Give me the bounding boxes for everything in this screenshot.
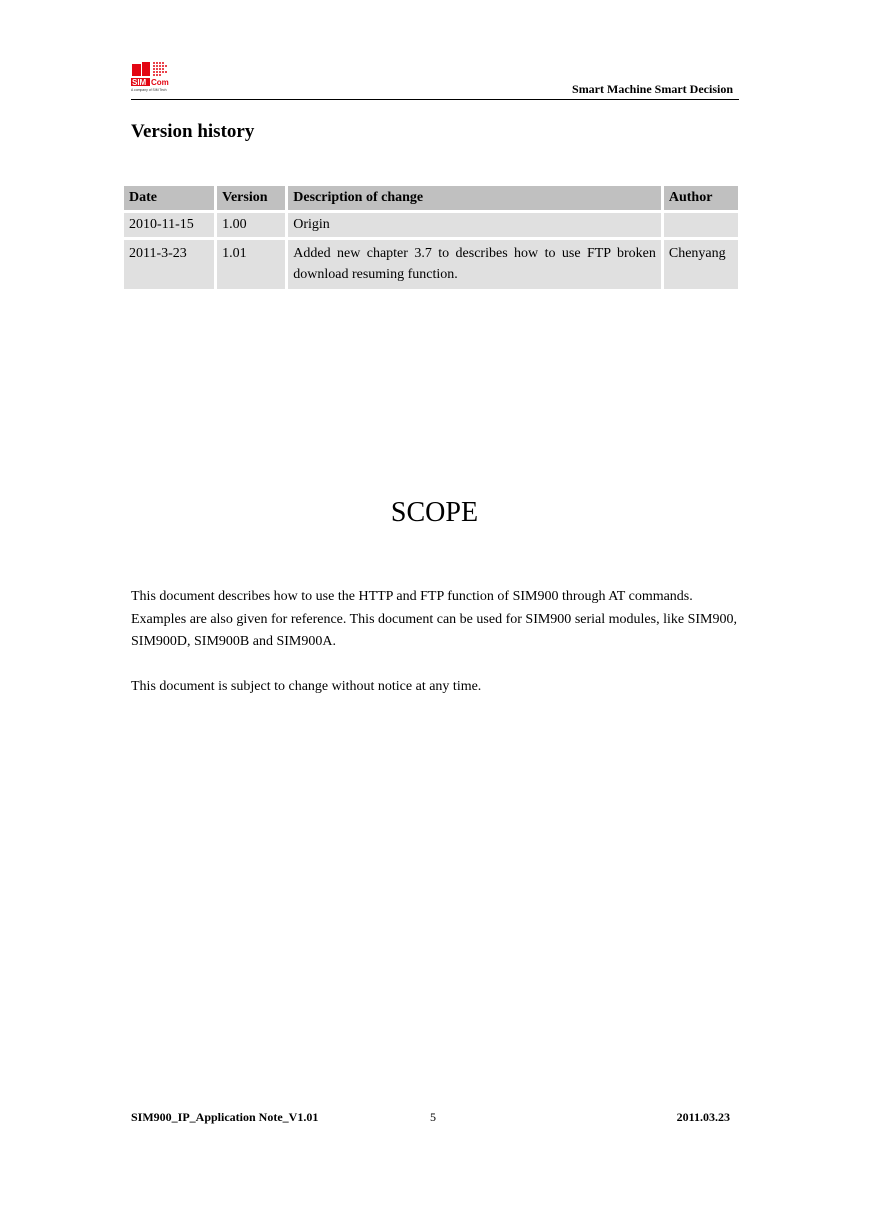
version-history-table xyxy=(121,186,741,289)
cell-version: 1.01 xyxy=(217,240,285,289)
cell-author xyxy=(664,213,738,240)
scope-paragraph: This document is subject to change without notice at any time. xyxy=(131,678,482,694)
scope-title: SCOPE xyxy=(390,497,479,528)
column-header-author: Author xyxy=(664,186,738,213)
cell-description: Origin xyxy=(288,213,661,240)
cell-author: Chenyang xyxy=(664,240,738,289)
column-header-description: Description of change xyxy=(288,186,661,213)
simcom-logo xyxy=(130,61,174,93)
table-row xyxy=(124,240,738,289)
footer-date: 2011.03.23 xyxy=(676,1110,730,1124)
cell-description: Added new chapter 3.7 to describes how to use FTP broken download resuming function. xyxy=(288,240,661,289)
svg-text:A company of SIM Tech: A company of SIM Tech xyxy=(131,88,167,92)
footer-document-name: SIM900_IP_Application Note_V1.01 xyxy=(131,1110,319,1124)
header-tagline: Smart Machine Smart Decision xyxy=(572,82,733,96)
column-header-version: Version xyxy=(217,186,285,213)
cell-date: 2010-11-15 xyxy=(124,213,214,240)
svg-text:Com: Com xyxy=(151,78,169,87)
scope-body xyxy=(131,586,737,698)
footer-page-number: 5 xyxy=(430,1110,436,1124)
table-header-row xyxy=(124,186,738,213)
svg-text:SIM: SIM xyxy=(132,78,147,87)
cell-version: 1.00 xyxy=(217,213,285,240)
header-divider xyxy=(131,99,739,100)
scope-paragraph: This document describes how to use the HTTP and FTP function of SIM900 through AT commands. xyxy=(131,589,693,604)
column-header-date: Date xyxy=(124,186,214,213)
cell-date: 2011-3-23 xyxy=(124,240,214,289)
scope-paragraph: Examples are also given for reference. This document can be used for SIM900 serial modules, like SIM900, SIM900D, SIM900B and SIM900A. xyxy=(131,611,737,649)
table-row xyxy=(124,213,738,240)
version-history-title: Version history xyxy=(131,121,255,142)
